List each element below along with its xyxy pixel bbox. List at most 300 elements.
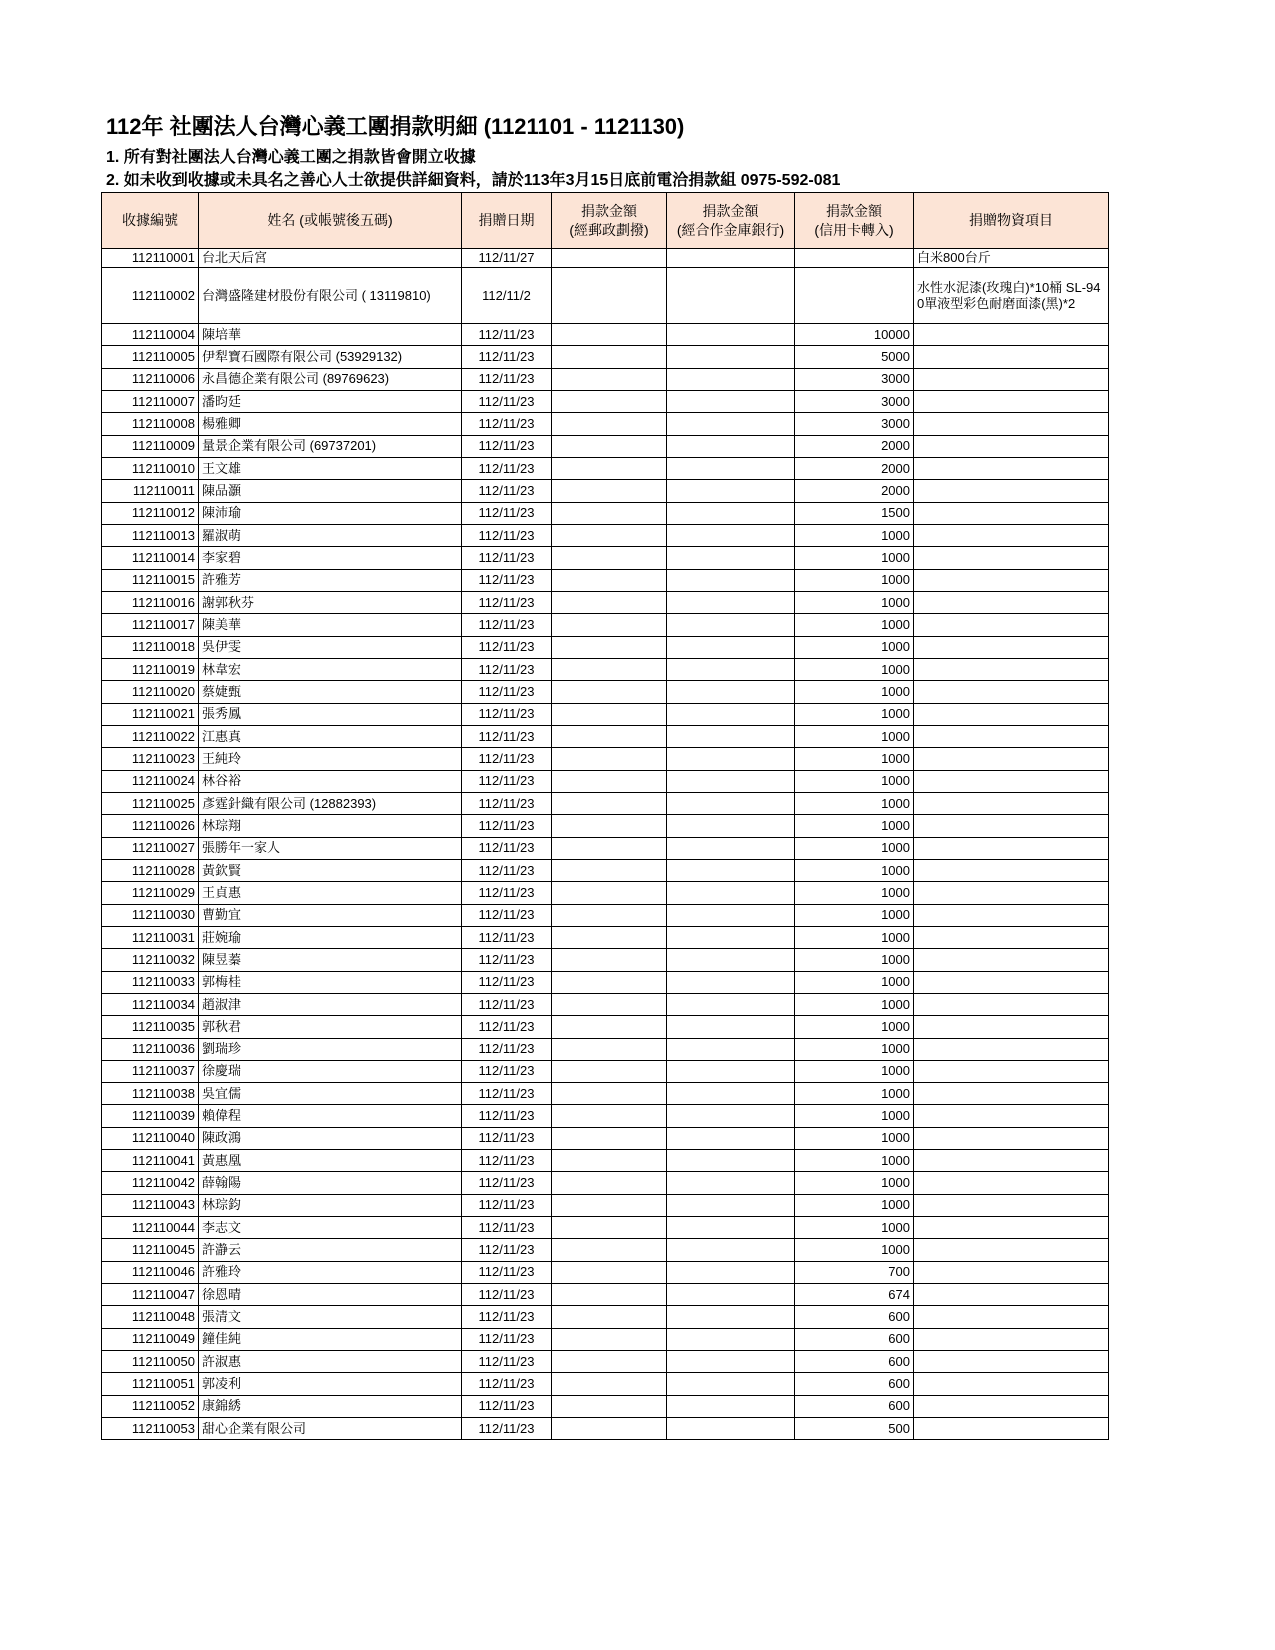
receipt-id-cell: 112110042 [102,1172,199,1194]
bank-amount-cell [667,1038,795,1060]
credit-amount-cell: 600 [795,1306,914,1328]
receipt-id-cell: 112110046 [102,1261,199,1283]
bank-amount-cell [667,1127,795,1149]
credit-amount-cell: 1000 [795,524,914,546]
donor-name-cell: 徐慶瑞 [199,1060,462,1082]
credit-amount-cell: 1000 [795,949,914,971]
donor-name-cell: 陳政鴻 [199,1127,462,1149]
donated-items-cell [914,636,1109,658]
table-row [102,1060,1109,1082]
donated-items-cell [914,1016,1109,1038]
donor-name-cell: 王文雄 [199,457,462,479]
credit-amount-cell [795,268,914,324]
donor-name-cell: 薛翰陽 [199,1172,462,1194]
postal-amount-cell [552,1351,667,1373]
postal-amount-cell [552,1328,667,1350]
postal-amount-cell [552,268,667,324]
credit-amount-cell: 1000 [795,636,914,658]
donation-date-cell: 112/11/23 [462,1038,552,1060]
bank-amount-cell [667,1373,795,1395]
donation-date-cell: 112/11/23 [462,480,552,502]
table-row [102,1373,1109,1395]
donation-date-cell: 112/11/23 [462,904,552,926]
donation-date-cell: 112/11/23 [462,368,552,390]
table-row [102,1328,1109,1350]
donated-items-cell [914,1284,1109,1306]
donation-date-cell: 112/11/23 [462,837,552,859]
donated-items-cell [914,1127,1109,1149]
donated-items-cell [914,949,1109,971]
postal-amount-cell [552,882,667,904]
receipt-id-cell: 112110051 [102,1373,199,1395]
donated-items-cell [914,770,1109,792]
receipt-id-cell: 112110034 [102,993,199,1015]
table-row [102,882,1109,904]
donated-items-cell [914,1418,1109,1440]
receipt-id-cell: 112110022 [102,725,199,747]
postal-amount-cell [552,524,667,546]
receipt-id-cell: 112110040 [102,1127,199,1149]
credit-amount-cell: 1000 [795,547,914,569]
donation-date-cell: 112/11/23 [462,435,552,457]
receipt-id-cell: 112110013 [102,524,199,546]
credit-amount-cell: 1000 [795,1194,914,1216]
credit-amount-cell: 1000 [795,1016,914,1038]
bank-amount-cell [667,614,795,636]
donor-name-cell: 賴偉程 [199,1105,462,1127]
donor-name-cell: 康錦綉 [199,1395,462,1417]
donation-date-cell: 112/11/23 [462,1261,552,1283]
bank-amount-cell [667,324,795,346]
donation-date-cell: 112/11/23 [462,524,552,546]
postal-amount-cell [552,1194,667,1216]
postal-amount-cell [552,1127,667,1149]
receipt-id-cell: 112110032 [102,949,199,971]
receipt-id-cell: 112110050 [102,1351,199,1373]
receipt-id-cell: 112110015 [102,569,199,591]
postal-amount-cell [552,971,667,993]
credit-amount-cell: 1000 [795,591,914,613]
table-row [102,1261,1109,1283]
donation-date-cell: 112/11/23 [462,993,552,1015]
donated-items-cell [914,1328,1109,1350]
postal-amount-cell [552,413,667,435]
bank-amount-cell [667,1060,795,1082]
donor-name-cell: 陳美華 [199,614,462,636]
header-label: 捐款金額 [702,202,759,219]
donor-name-cell: 張秀鳳 [199,703,462,725]
donated-items-cell [914,1239,1109,1261]
bank-amount-cell [667,926,795,948]
postal-amount-cell [552,1239,667,1261]
donation-date-cell: 112/11/23 [462,971,552,993]
postal-amount-cell [552,748,667,770]
donated-items-cell [914,815,1109,837]
table-row [102,748,1109,770]
note-contact: 2. 如未收到收據或未具名之善心人士欲提供詳細資料，請於113年3月15日底前電洽捐款組 0975-592-081 [106,172,841,189]
bank-amount-cell [667,1194,795,1216]
donation-date-cell: 112/11/23 [462,1083,552,1105]
credit-amount-cell: 500 [795,1418,914,1440]
table-row [102,324,1109,346]
bank-amount-cell [667,1105,795,1127]
credit-amount-cell: 1000 [795,748,914,770]
page-title: 112年 社團法人台灣心義工團捐款明細 (1121101 - 1121130) [106,114,685,139]
donor-name-cell: 潘昀廷 [199,390,462,412]
donor-name-cell: 張勝年一家人 [199,837,462,859]
donor-name-cell: 趙淑津 [199,993,462,1015]
donated-items-cell [914,748,1109,770]
donor-name-cell: 林谷裕 [199,770,462,792]
table-row [102,390,1109,412]
credit-amount-cell: 1000 [795,1060,914,1082]
credit-amount-cell: 1000 [795,681,914,703]
table-row [102,591,1109,613]
donated-items-cell [914,547,1109,569]
donation-date-cell: 112/11/23 [462,1418,552,1440]
receipt-id-cell: 112110016 [102,591,199,613]
bank-amount-cell [667,1172,795,1194]
donor-name-cell: 陳昱蓁 [199,949,462,971]
credit-amount-cell: 3000 [795,368,914,390]
bank-amount-cell [667,859,795,881]
bank-amount-cell [667,681,795,703]
donated-items-cell [914,1351,1109,1373]
header-label: 收據編號 [122,212,178,228]
bank-amount-cell [667,502,795,524]
bank-amount-cell [667,1150,795,1172]
receipt-id-cell: 112110024 [102,770,199,792]
donor-name-cell: 林琮鈞 [199,1194,462,1216]
table-row [102,569,1109,591]
receipt-id-cell: 112110044 [102,1217,199,1239]
donated-items-cell [914,1194,1109,1216]
donated-items-cell [914,882,1109,904]
credit-amount-cell: 2000 [795,457,914,479]
donation-date-cell: 112/11/23 [462,1239,552,1261]
postal-amount-cell [552,614,667,636]
donor-name-cell: 吳宜儒 [199,1083,462,1105]
table-row [102,1083,1109,1105]
table-row [102,993,1109,1015]
credit-amount-cell: 1000 [795,815,914,837]
donated-items-cell [914,1373,1109,1395]
postal-amount-cell [552,636,667,658]
donated-items-cell [914,1395,1109,1417]
table-row [102,703,1109,725]
receipt-id-cell: 112110043 [102,1194,199,1216]
header-label: 捐贈日期 [478,212,535,228]
donor-name-cell: 謝郭秋芬 [199,591,462,613]
donation-date-cell: 112/11/23 [462,390,552,412]
donation-date-cell: 112/11/23 [462,1328,552,1350]
bank-amount-cell [667,725,795,747]
credit-amount-cell: 10000 [795,324,914,346]
donation-date-cell: 112/11/23 [462,413,552,435]
credit-amount-cell: 1000 [795,1239,914,1261]
donation-date-cell: 112/11/23 [462,614,552,636]
donor-name-cell: 李家碧 [199,547,462,569]
credit-amount-cell: 1000 [795,1127,914,1149]
receipt-id-cell: 112110036 [102,1038,199,1060]
credit-amount-cell: 1500 [795,502,914,524]
donated-items-cell [914,1306,1109,1328]
receipt-id-cell: 112110009 [102,435,199,457]
bank-amount-cell [667,1418,795,1440]
credit-amount-cell: 2000 [795,435,914,457]
credit-amount-cell: 600 [795,1351,914,1373]
credit-amount-cell: 1000 [795,1083,914,1105]
table-body [102,249,1109,1440]
table-row [102,480,1109,502]
donation-date-cell: 112/11/23 [462,681,552,703]
table-row [102,502,1109,524]
bank-amount-cell [667,524,795,546]
postal-amount-cell [552,569,667,591]
table-row [102,658,1109,680]
table-row [102,1239,1109,1261]
receipt-id-cell: 112110026 [102,815,199,837]
donated-items-cell [914,703,1109,725]
donated-items-cell [914,1217,1109,1239]
donor-name-cell: 王貞惠 [199,882,462,904]
credit-amount-cell: 1000 [795,1150,914,1172]
donation-date-cell: 112/11/23 [462,949,552,971]
postal-amount-cell [552,1016,667,1038]
table-row [102,770,1109,792]
postal-amount-cell [552,837,667,859]
donor-name-cell: 伊犁寶石國際有限公司 (53929132) [199,346,462,368]
receipt-id-cell: 112110045 [102,1239,199,1261]
donation-date-cell: 112/11/23 [462,926,552,948]
donor-name-cell: 鐘佳純 [199,1328,462,1350]
credit-amount-cell: 1000 [795,971,914,993]
credit-amount-cell: 1000 [795,770,914,792]
donated-items-cell [914,480,1109,502]
table-row [102,1150,1109,1172]
receipt-id-cell: 112110005 [102,346,199,368]
header-sublabel: (經郵政劃撥) [569,221,649,238]
header-postal-amount [552,193,667,249]
receipt-id-cell: 112110019 [102,658,199,680]
donated-items-cell [914,1105,1109,1127]
header-receipt-id [102,193,199,249]
bank-amount-cell [667,748,795,770]
postal-amount-cell [552,346,667,368]
table-row [102,904,1109,926]
header-donor-name [199,193,462,249]
postal-amount-cell [552,324,667,346]
credit-amount-cell: 3000 [795,413,914,435]
donated-items-cell: 白米800台斤 [914,249,1109,268]
donated-items-cell [914,1060,1109,1082]
receipt-id-cell: 112110010 [102,457,199,479]
credit-amount-cell: 1000 [795,1038,914,1060]
donor-name-cell: 林琮翔 [199,815,462,837]
receipt-id-cell: 112110017 [102,614,199,636]
donor-name-cell: 吳伊雯 [199,636,462,658]
credit-amount-cell: 674 [795,1284,914,1306]
donation-date-cell: 112/11/23 [462,636,552,658]
postal-amount-cell [552,1060,667,1082]
donated-items-cell [914,368,1109,390]
table-row [102,949,1109,971]
donor-name-cell: 莊婉瑜 [199,926,462,948]
postal-amount-cell [552,591,667,613]
bank-amount-cell [667,658,795,680]
donation-date-cell: 112/11/23 [462,1105,552,1127]
postal-amount-cell [552,1261,667,1283]
receipt-id-cell: 112110023 [102,748,199,770]
bank-amount-cell [667,1395,795,1417]
credit-amount-cell: 600 [795,1395,914,1417]
bank-amount-cell [667,413,795,435]
donated-items-cell [914,390,1109,412]
bank-amount-cell [667,837,795,859]
postal-amount-cell [552,1395,667,1417]
donated-items-cell [914,457,1109,479]
bank-amount-cell [667,435,795,457]
donation-date-cell: 112/11/23 [462,882,552,904]
donated-items-cell [914,904,1109,926]
donation-date-cell: 112/11/23 [462,725,552,747]
donor-name-cell: 郭秋君 [199,1016,462,1038]
receipt-id-cell: 112110021 [102,703,199,725]
donation-date-cell: 112/11/23 [462,1373,552,1395]
receipt-id-cell: 112110038 [102,1083,199,1105]
donor-name-cell: 彥霆針織有限公司 (12882393) [199,792,462,814]
credit-amount-cell [795,249,914,268]
donor-name-cell: 許雅玲 [199,1261,462,1283]
bank-amount-cell [667,569,795,591]
table-row [102,1351,1109,1373]
postal-amount-cell [552,993,667,1015]
donor-name-cell: 台灣盛隆建材股份有限公司 ( 13119810) [199,268,462,324]
donated-items-cell [914,1172,1109,1194]
donated-items-cell [914,1038,1109,1060]
receipt-id-cell: 112110001 [102,249,199,268]
credit-amount-cell: 1000 [795,1105,914,1127]
postal-amount-cell [552,703,667,725]
donation-table [101,192,1109,1440]
table-row [102,725,1109,747]
bank-amount-cell [667,390,795,412]
donation-date-cell: 112/11/27 [462,249,552,268]
postal-amount-cell [552,926,667,948]
credit-amount-cell: 1000 [795,614,914,636]
bank-amount-cell [667,815,795,837]
bank-amount-cell [667,249,795,268]
header-credit-amount [795,193,914,249]
credit-amount-cell: 5000 [795,346,914,368]
donation-date-cell: 112/11/23 [462,591,552,613]
table-row [102,837,1109,859]
donor-name-cell: 黃欽賢 [199,859,462,881]
postal-amount-cell [552,792,667,814]
receipt-id-cell: 112110027 [102,837,199,859]
credit-amount-cell: 1000 [795,837,914,859]
receipt-id-cell: 112110011 [102,480,199,502]
postal-amount-cell [552,1105,667,1127]
donor-name-cell: 王純玲 [199,748,462,770]
donation-date-cell: 112/11/23 [462,346,552,368]
receipt-id-cell: 112110020 [102,681,199,703]
donation-date-cell: 112/11/23 [462,1060,552,1082]
donated-items-cell [914,346,1109,368]
postal-amount-cell [552,390,667,412]
donation-date-cell: 112/11/23 [462,1351,552,1373]
table-row [102,1172,1109,1194]
donor-name-cell: 江惠真 [199,725,462,747]
postal-amount-cell [552,547,667,569]
donated-items-cell [914,792,1109,814]
donation-date-cell: 112/11/23 [462,1127,552,1149]
credit-amount-cell: 1000 [795,882,914,904]
donated-items-cell [914,502,1109,524]
receipt-id-cell: 112110028 [102,859,199,881]
donor-name-cell: 羅淑萌 [199,524,462,546]
table-row [102,368,1109,390]
donor-name-cell: 蔡婕甄 [199,681,462,703]
donation-date-cell: 112/11/23 [462,1172,552,1194]
donor-name-cell: 曹勤宜 [199,904,462,926]
bank-amount-cell [667,457,795,479]
header-label: 捐款金額 [581,202,637,219]
bank-amount-cell [667,1083,795,1105]
receipt-id-cell: 112110033 [102,971,199,993]
header-sublabel: (信用卡轉入) [814,221,894,238]
receipt-id-cell: 112110012 [102,502,199,524]
table-row [102,1016,1109,1038]
credit-amount-cell: 1000 [795,569,914,591]
table-row [102,926,1109,948]
donated-items-cell [914,658,1109,680]
donated-items-cell: 水性水泥漆(玫瑰白)*10桶 SL-940單液型彩色耐磨面漆(黑)*2 [914,268,1109,324]
table-row [102,792,1109,814]
postal-amount-cell [552,815,667,837]
credit-amount-cell: 1000 [795,792,914,814]
credit-amount-cell: 1000 [795,658,914,680]
table-row [102,1306,1109,1328]
header-donation-date [462,193,552,249]
bank-amount-cell [667,1284,795,1306]
donor-name-cell: 郭凌利 [199,1373,462,1395]
postal-amount-cell [552,1083,667,1105]
receipt-id-cell: 112110041 [102,1150,199,1172]
postal-amount-cell [552,1217,667,1239]
postal-amount-cell [552,457,667,479]
donated-items-cell [914,614,1109,636]
table-row [102,815,1109,837]
table-row [102,249,1109,268]
table-row [102,413,1109,435]
bank-amount-cell [667,368,795,390]
donated-items-cell [914,725,1109,747]
donation-date-cell: 112/11/23 [462,1016,552,1038]
bank-amount-cell [667,770,795,792]
receipt-id-cell: 112110018 [102,636,199,658]
donated-items-cell [914,413,1109,435]
receipt-id-cell: 112110047 [102,1284,199,1306]
donation-date-cell: 112/11/23 [462,502,552,524]
donor-name-cell: 劉瑞珍 [199,1038,462,1060]
bank-amount-cell [667,792,795,814]
table-row [102,1418,1109,1440]
receipt-id-cell: 112110025 [102,792,199,814]
table-row [102,1395,1109,1417]
postal-amount-cell [552,681,667,703]
donor-name-cell: 徐恩晴 [199,1284,462,1306]
